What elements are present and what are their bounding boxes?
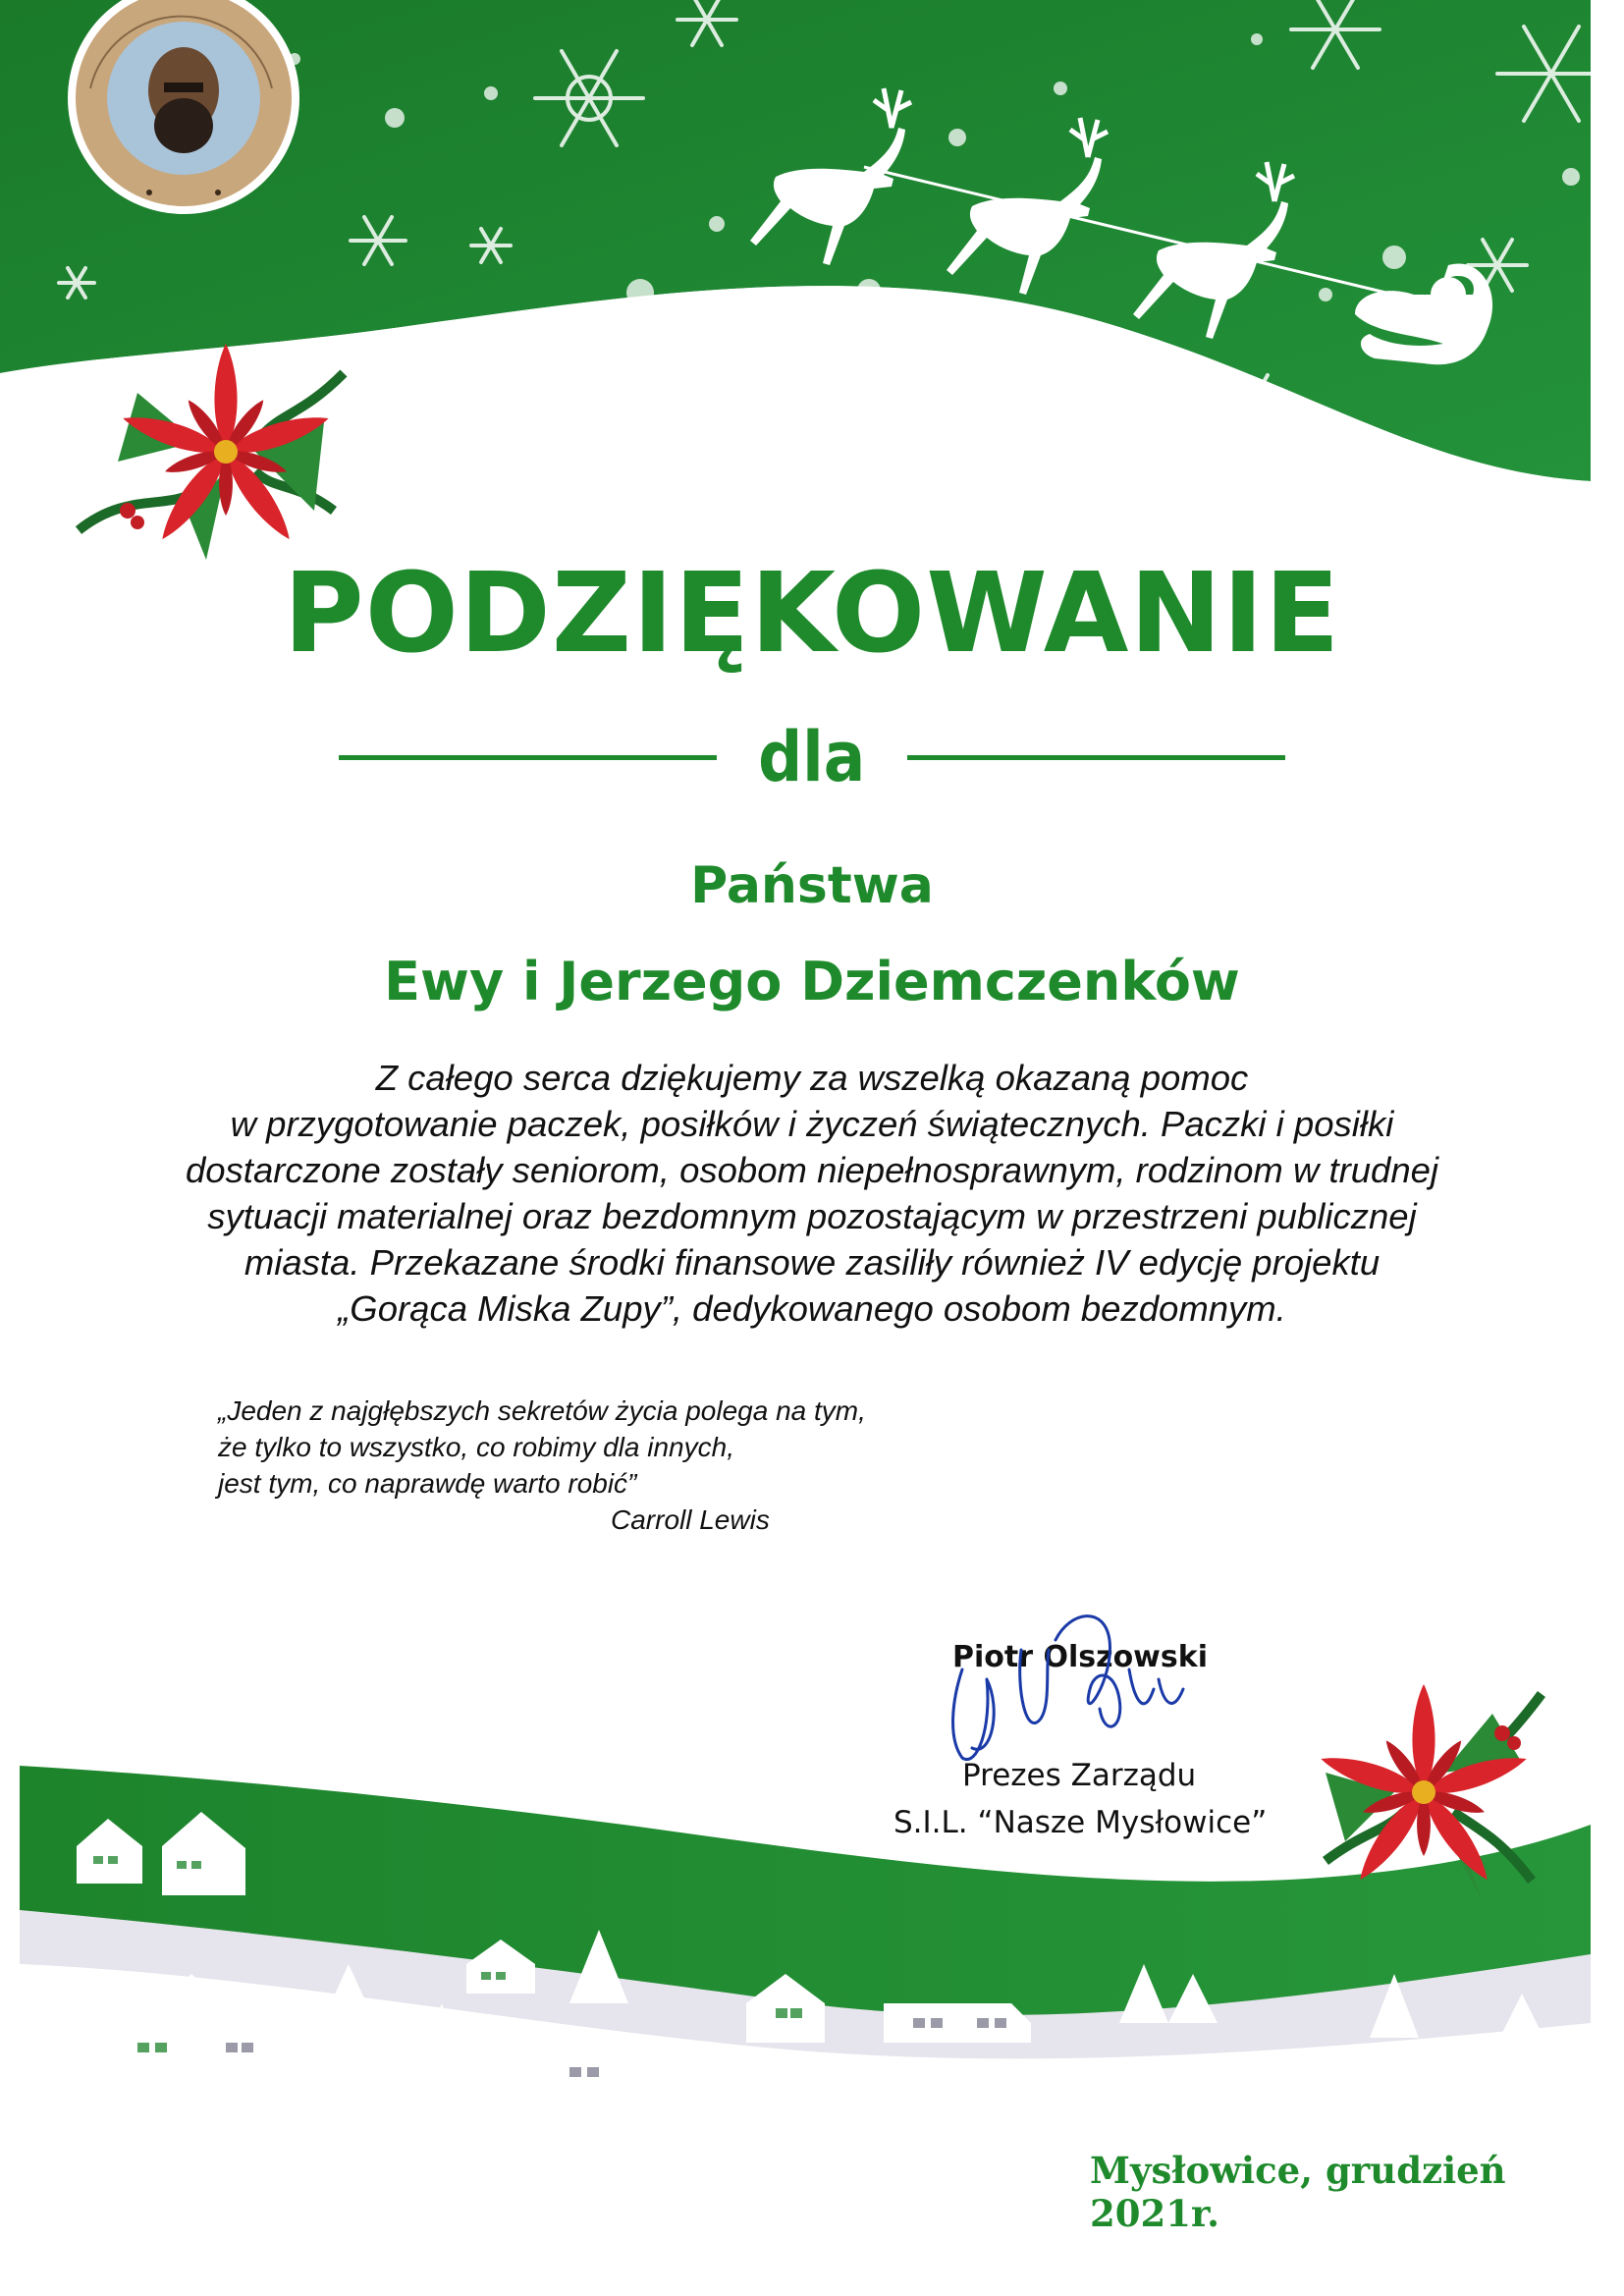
- thanks-body: [108, 1055, 1516, 1332]
- organization-logo: [51, 0, 316, 236]
- divider-right: [907, 755, 1285, 760]
- quote-line: „Jeden z najgłębszych sekretów życia polega na tym,: [218, 1395, 866, 1426]
- body-line: sytuacji materialnej oraz bezdomnym pozostającym w przestrzeni publicznej: [207, 1196, 1417, 1236]
- divider-left: [339, 755, 717, 760]
- signatory-name: Piotr Olszowski: [952, 1640, 1208, 1674]
- signatory-organization: S.I.L. “Nasze Mysłowice”: [893, 1805, 1268, 1840]
- quote-line: jest tym, co naprawdę warto robić”: [218, 1468, 637, 1499]
- subtitle-row: [0, 717, 1624, 797]
- signatory-role: Prezes Zarządu: [962, 1758, 1197, 1793]
- quote-block: [218, 1393, 866, 1538]
- quote-line: że tylko to wszystko, co robimy dla innych,: [218, 1432, 734, 1462]
- body-line: „Gorąca Miska Zupy”, dedykowanego osobom bezdomnym.: [338, 1288, 1286, 1329]
- body-line: Z całego serca dziękujemy za wszelką okazaną pomoc: [375, 1058, 1249, 1098]
- quote-author: Carroll Lewis: [611, 1504, 770, 1535]
- recipient-salutation: Państwa: [690, 856, 934, 915]
- body-line: dostarczone zostały seniorom, osobom niepełnosprawnym, rodzinom w trudnej: [185, 1150, 1439, 1190]
- place-date: Mysłowice, grudzień 2021r.: [1090, 2149, 1506, 2235]
- body-line: miasta. Przekazane środki finansowe zasiliły również IV edycję projektu: [244, 1242, 1380, 1283]
- subtitle: dla: [758, 717, 866, 797]
- recipient-names: Ewy i Jerzego Dziemczenków: [384, 951, 1240, 1012]
- handwritten-signature: [933, 1611, 1208, 1777]
- body-line: w przygotowanie paczek, posiłków i życzeń świątecznych. Paczki i posiłki: [230, 1104, 1394, 1144]
- certificate-title: PODZIĘKOWANIE: [283, 550, 1341, 678]
